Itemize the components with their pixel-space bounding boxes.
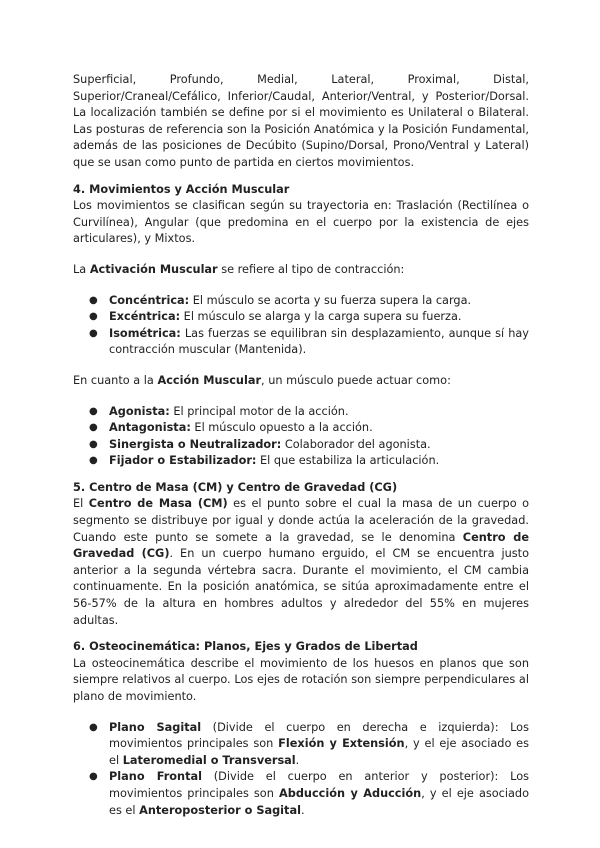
text-run: El músculo opuesto a la acción. <box>190 421 373 435</box>
bold-term: Centro de Masa (CM) <box>88 497 228 511</box>
list-item <box>73 420 529 437</box>
action-list <box>73 404 529 470</box>
osteokinematics-paragraph: La osteocinemática describe el movimiento de los huesos en planos que son siempre relativos al cuerpo. Los ejes de rotación son siempre perpendiculares al plano de movimiento. <box>73 656 529 703</box>
text-run: . En un cuerpo humano erguido, el CM se encuentra justo anterior a la segunda vértebra sacra. Durante el movimiento, el CM cambia continuamente. En la posición anatómica, se sitúa aproximadamente entre el 56-57% de la altura en hombres adultos y alrededor del 55% en mujeres adultas. <box>73 547 529 627</box>
text-run: . <box>300 803 305 817</box>
text-run: (Divide el cuerpo en derecha e izquierda): Los movimientos principales son <box>109 720 529 751</box>
section-5-title: 5. Centro de Masa (CM) y Centro de Gravedad (CG) <box>73 480 398 494</box>
bold-term: Flexión y Extensión <box>278 737 405 751</box>
text-run: El <box>73 497 89 511</box>
bullet-icon: ● <box>89 721 98 733</box>
bold-term: Agonista: <box>109 404 170 418</box>
text-run: Colaborador del agonista. <box>281 437 431 451</box>
bold-term: Isométrica: <box>109 326 181 340</box>
bullet-icon: ● <box>89 311 98 323</box>
list-item <box>73 453 529 470</box>
list-item <box>73 720 529 770</box>
bold-term: Plano Sagital <box>109 720 202 734</box>
bold-term: Concéntrica: <box>109 293 190 307</box>
bold-term: Acción Muscular <box>157 373 262 387</box>
text-run: , y el eje asociado es el <box>109 737 530 767</box>
text-run: El músculo se alarga y la carga supera su fuerza. <box>180 310 462 324</box>
text-run: En cuanto a la <box>73 373 158 387</box>
bold-term: Sinergista o Neutralizador: <box>109 437 282 451</box>
text-run: (Divide el cuerpo en anterior y posterior): Los movimientos principales son <box>109 770 529 800</box>
intro-paragraph: Superficial, Profundo, Medial, Lateral, Proximal, Distal, Superior/Craneal/Cefálico, Inferior/Caudal, Anterior/Ventral, y Posterior/Dorsal. La localización también se define por si el movimiento es Unilateral o Bilateral. Las posturas de referencia son la Posición Anatómica y la Posición Fundamental, además de las posiciones de Decúbito (Supino/Dorsal, Prono/Ventral y Lateral) que se usan como punto de partida en ciertos movimientos. <box>73 73 529 169</box>
bold-term: Excéntrica: <box>109 310 181 324</box>
text-run: El que estabiliza la articulación. <box>256 454 440 468</box>
list-item <box>73 404 529 421</box>
list-item <box>73 293 529 310</box>
bold-term: Anteroposterior o Sagital <box>139 803 301 817</box>
text-run: se refiere al tipo de contracción: <box>217 262 405 276</box>
bold-term: Abducción y Aducción <box>278 786 422 800</box>
section-4-title: 4. Movimientos y Acción Muscular <box>73 182 290 196</box>
activation-intro <box>73 262 529 279</box>
list-item <box>73 326 529 359</box>
activation-list <box>73 293 529 359</box>
bullet-icon: ● <box>89 438 98 450</box>
list-item <box>73 437 529 454</box>
bold-term: Centro de Gravedad (CG) <box>73 530 529 561</box>
text-run: es el punto sobre el cual la masa de un cuerpo o segmento se distribuye por igual y donde actúa la aceleración de la gravedad. Cuando este punto se somete a la gravedad, se le denomina <box>73 497 529 544</box>
text-run: , un músculo puede actuar como: <box>261 373 451 387</box>
list-item <box>73 769 529 819</box>
text-run: . <box>295 753 300 767</box>
center-of-mass-paragraph <box>73 496 529 629</box>
bullet-icon: ● <box>89 422 98 434</box>
text-run: El principal motor de la acción. <box>169 404 349 418</box>
bold-term: Activación Muscular <box>89 262 218 276</box>
bullet-icon: ● <box>89 455 98 467</box>
text-run: , y el eje asociado es el <box>109 786 530 817</box>
text-run: Las fuerzas se equilibran sin desplazamiento, aunque sí hay contracción muscular (Mantenida). <box>109 326 529 357</box>
bold-term: Antagonista: <box>109 421 191 435</box>
document-page <box>73 72 529 819</box>
bold-term: Plano Frontal <box>109 770 202 784</box>
text-run: El músculo se acorta y su fuerza supera la carga. <box>189 293 472 307</box>
bullet-icon: ● <box>89 327 98 339</box>
bold-term: Fijador o Estabilizador: <box>109 454 257 468</box>
bullet-icon: ● <box>89 405 98 417</box>
action-intro <box>73 373 529 390</box>
list-item <box>73 309 529 326</box>
movements-paragraph: Los movimientos se clasifican según su trayectoria en: Traslación (Rectilínea o Curvilínea), Angular (que predomina en el cuerpo por la existencia de ejes articulares), y Mixtos. <box>73 199 529 246</box>
bold-term: Lateromedial o Transversal <box>122 753 296 767</box>
text-run: La <box>73 262 90 276</box>
section-6-title: 6. Osteocinemática: Planos, Ejes y Grados de Libertad <box>73 640 418 654</box>
planes-list <box>73 720 529 820</box>
bullet-icon: ● <box>89 771 98 783</box>
bullet-icon: ● <box>89 294 98 306</box>
